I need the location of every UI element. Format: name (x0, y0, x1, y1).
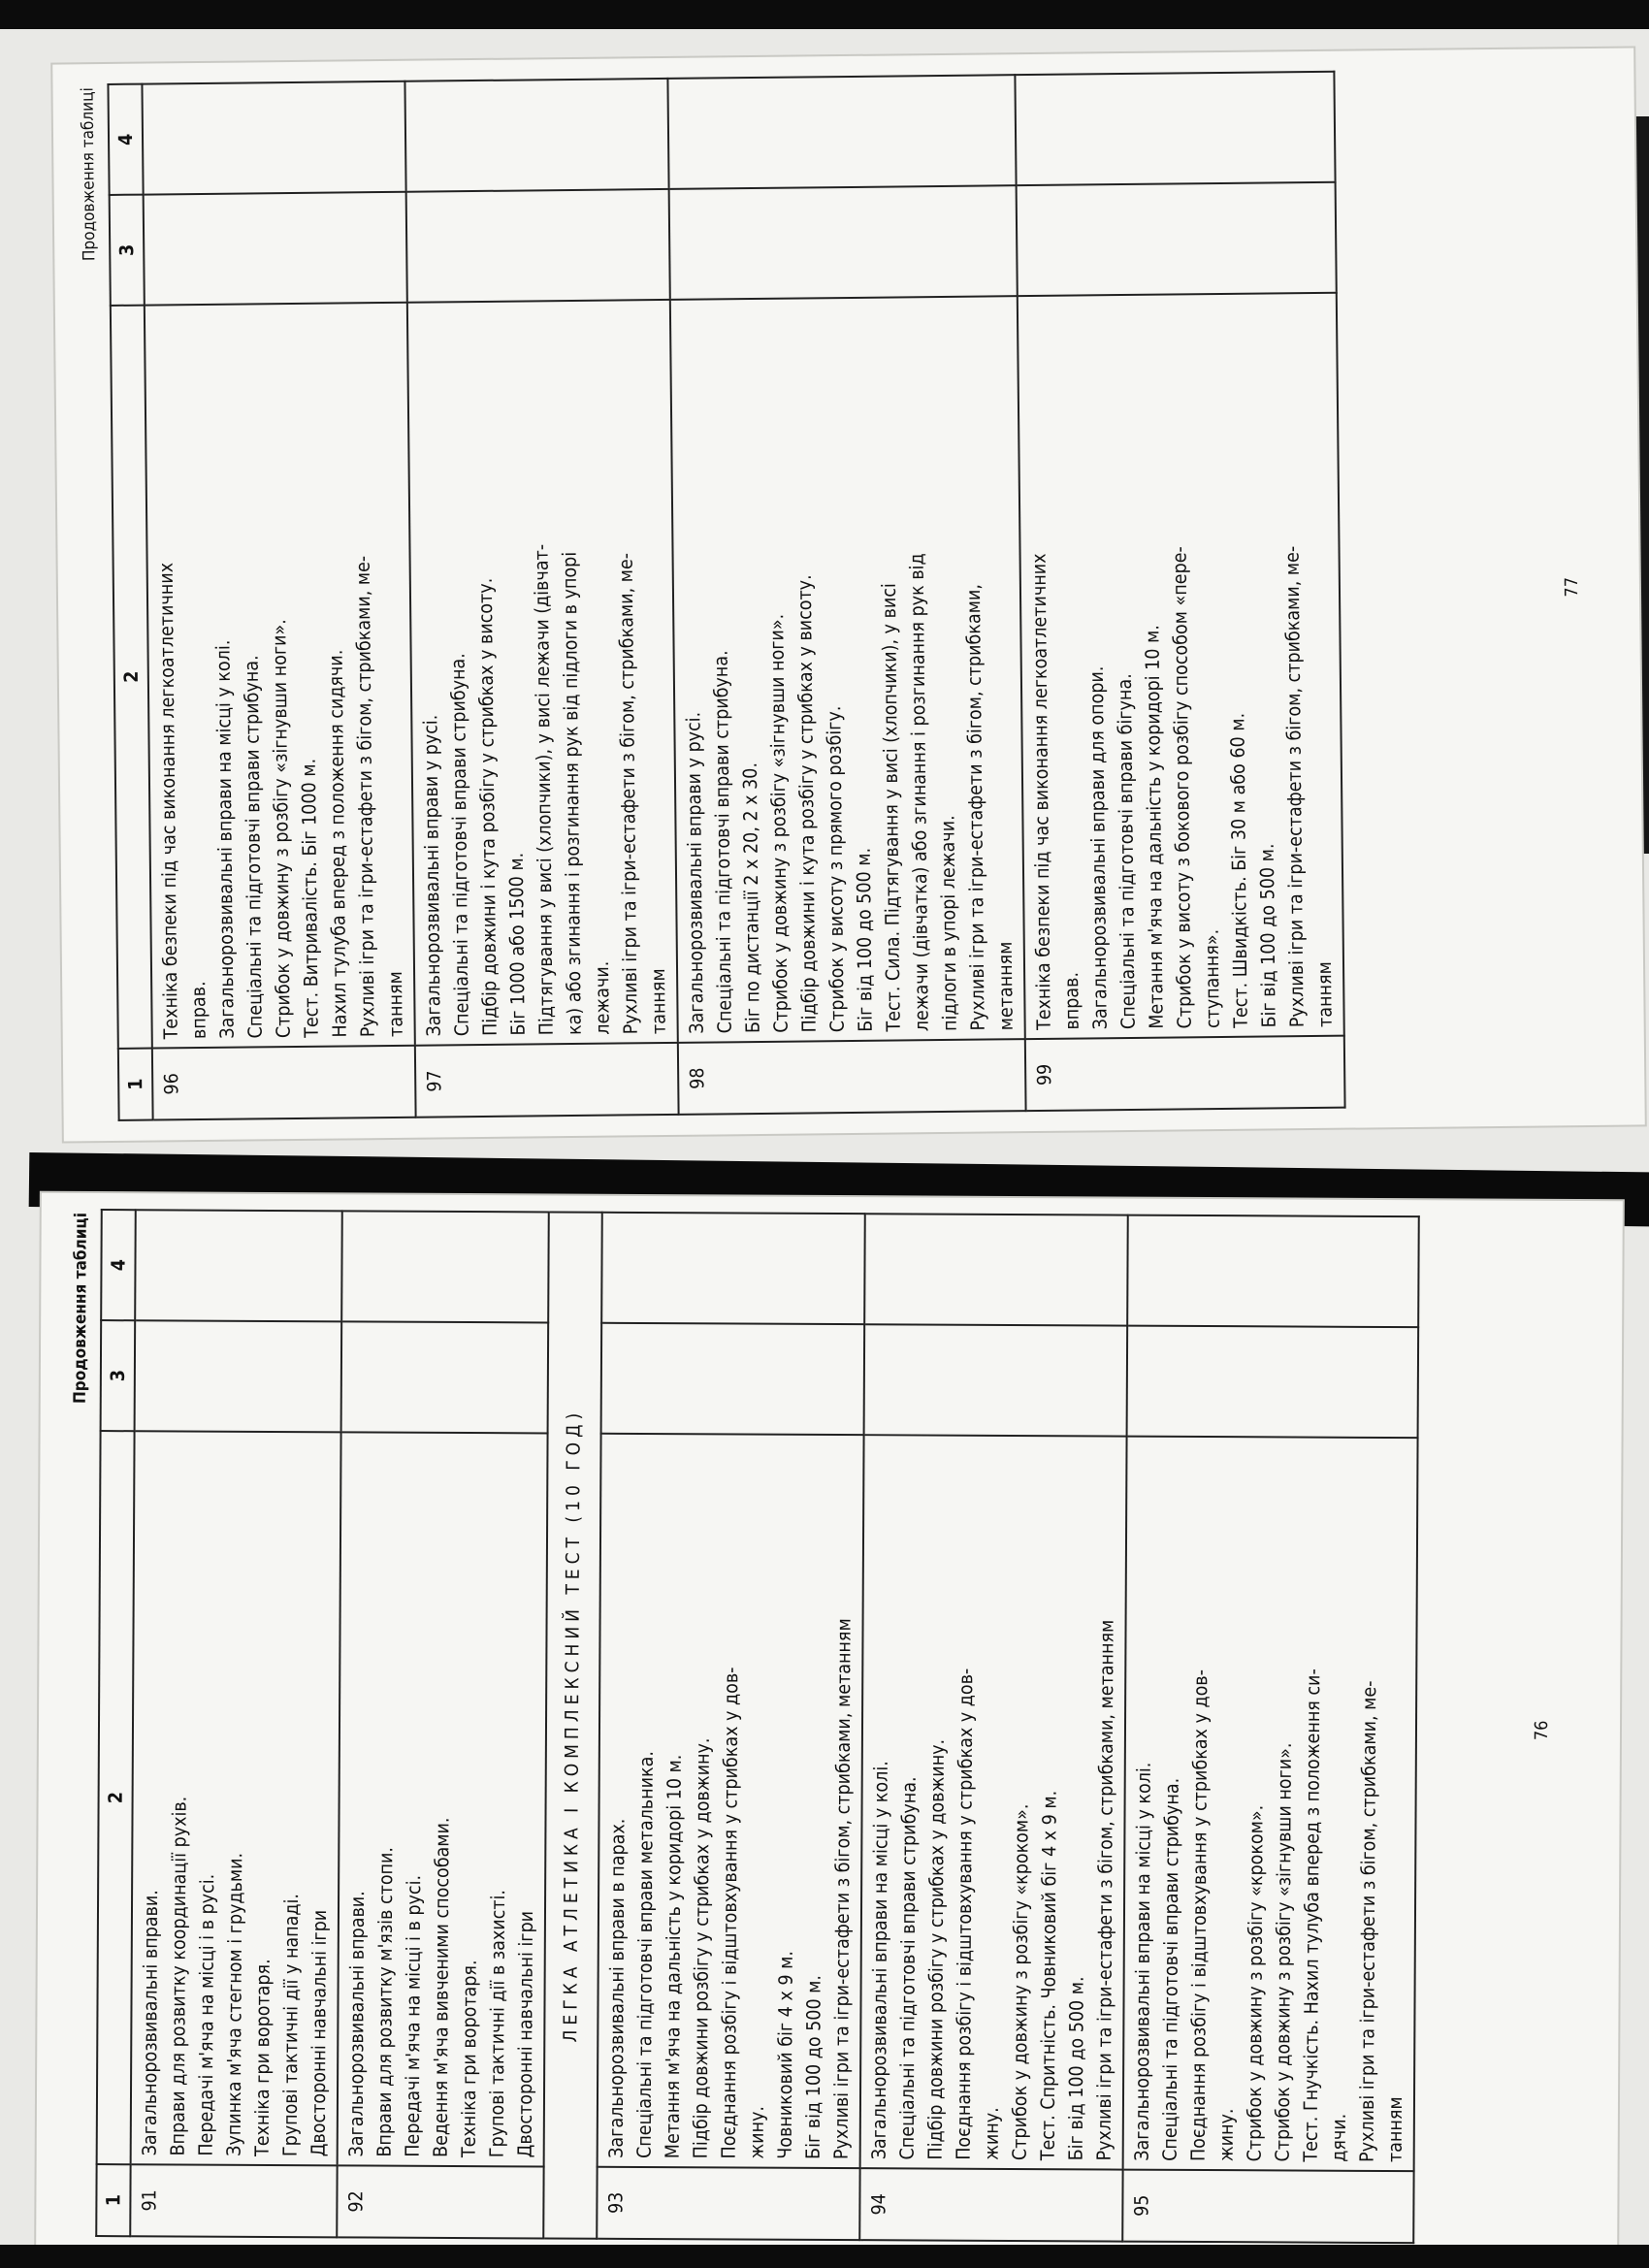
content-line: танням (1383, 2096, 1407, 2163)
page-77-content (72, 68, 1625, 1122)
table-row (1122, 1215, 1419, 2244)
empty-cell (1017, 182, 1337, 296)
content-line: Біг від 100 до 500 м. (1255, 843, 1280, 1028)
lesson-number: 93 (597, 2167, 859, 2240)
lesson-content (338, 1432, 548, 2166)
content-line: підлоги в упорі лежачи. (936, 815, 961, 1032)
content-line: Стрибок у висоту з бокового розбігу способом «пере- (1168, 546, 1196, 1029)
col-header: 4 (108, 84, 143, 195)
content-line: дячи. (1327, 2113, 1350, 2162)
lesson-number: 96 (152, 1046, 416, 1120)
content-line: Тест. Швидкість. Біг 30 м або 60 м. (1226, 712, 1252, 1028)
empty-cell (341, 1211, 549, 1322)
page-76-content (60, 1209, 1599, 2245)
content-line: Поєднання розбігу і відштовхування у стрибках у дов- (717, 1667, 743, 2159)
content-line: Загальнорозвивальні вправи для опори. (1084, 665, 1112, 1030)
table-row (597, 1213, 865, 2240)
col-header: 3 (101, 1320, 136, 1431)
content-line: Спеціальні та підготовчі вправи стрибуна. (446, 653, 473, 1037)
scan-edge-top (0, 0, 1649, 29)
lesson-content (598, 1434, 864, 2168)
content-line: Біг по дистанції 2 х 20, 2 х 30. (738, 761, 764, 1034)
content-line: Рухливі ігри та ігри-естафети з бігом, стрибками, метанням (829, 1618, 856, 2160)
content-line: Біг від 100 до 500 м. (1064, 1976, 1088, 2161)
empty-cell (135, 1210, 342, 1321)
content-line: Підбір довжини розбігу у стрибках у довжину. (923, 1738, 949, 2160)
table-row (404, 79, 678, 1118)
content-line: вправ. (187, 981, 210, 1040)
lesson-content (407, 300, 678, 1046)
lesson-table (107, 71, 1345, 1121)
content-line: Стрибок у довжину з розбігу «кроком». (1008, 1803, 1033, 2161)
content-line: Загальнорозвивальні вправи. (344, 1891, 370, 2157)
content-line: Човниковий біг 4 х 9 м. (773, 1951, 797, 2159)
continuation-label: Продовження таблиці (78, 87, 100, 262)
content-line: Вправи для розвитку м'язів стопи. (372, 1846, 398, 2157)
content-line: Загальнорозвивальні вправи у русі. (419, 714, 445, 1037)
content-line: лежачи (дівчатка) або згинання і розгинання рук від (905, 553, 933, 1032)
lesson-number: 91 (130, 2164, 337, 2237)
empty-cell (667, 75, 1016, 189)
content-line: Рухливі ігри та ігри-естафети з бігом, стрибками, ме- (1355, 1680, 1381, 2162)
content-line: Групові тактичні дії в захисті. (485, 1889, 510, 2158)
content-line: Спеціальні та підготовчі вправи метальника. (632, 1750, 658, 2159)
content-line: ступання». (1200, 928, 1224, 1029)
content-line: лежачи. (590, 960, 614, 1035)
lesson-content (131, 1431, 341, 2165)
content-line: Тест. Витривалість. Біг 1000 м. (297, 758, 323, 1038)
content-line: Спеціальні та підготовчі вправи стрибуна. (709, 650, 736, 1034)
empty-cell (341, 1321, 549, 1433)
content-line: Біг 1000 або 1500 м. (504, 852, 530, 1036)
content-line: Групові тактичні дії у нападі. (278, 1893, 304, 2157)
content-line: Техніка безпеки під час виконання легкоатлетичних (154, 562, 182, 1040)
lesson-number: 99 (1025, 1036, 1345, 1111)
content-line: метанням (993, 941, 1018, 1031)
content-line: Поєднання розбігу і відштовхування у стрибках у дов- (952, 1668, 978, 2160)
lesson-number: 97 (415, 1043, 679, 1118)
content-line: Зупинка м'яча стегном і грудьми. (222, 1852, 247, 2156)
empty-cell (1127, 1326, 1419, 1439)
content-line: танням (647, 968, 670, 1035)
empty-cell (601, 1323, 865, 1435)
content-line: Стрибок у довжину з розбігу «зігнувши ноги». (765, 613, 792, 1033)
content-line: жину. (1214, 2108, 1238, 2162)
content-line: Рухливі ігри та ігри-естафети з бігом, стрибками, метанням (1092, 1619, 1118, 2161)
table-row (1015, 72, 1344, 1111)
content-line: Метання м'яча на дальність у коридорі 10 м. (661, 1754, 686, 2159)
lesson-number: 94 (859, 2168, 1122, 2241)
content-line: жину. (980, 2107, 1003, 2160)
table-row (142, 81, 415, 1120)
content-line: Двосторонні навчальні ігри (513, 1910, 538, 2158)
table-row (859, 1214, 1128, 2241)
content-line: Двосторонні навчальні ігри (307, 1909, 332, 2157)
empty-cell (864, 1324, 1128, 1436)
lesson-content (1123, 1437, 1418, 2172)
content-line: танням (1312, 961, 1337, 1028)
content-line: Техніка гри воротаря. (457, 1960, 481, 2158)
empty-cell (601, 1213, 865, 1324)
content-line: Техніка гри воротаря. (250, 1959, 275, 2157)
lesson-content (1018, 293, 1344, 1039)
scan-edge-bottom (0, 2245, 1649, 2268)
lesson-number: 95 (1122, 2170, 1413, 2244)
table-row (337, 1211, 549, 2238)
content-line: Передачі м'яча на місці і в русі. (194, 1873, 219, 2156)
content-line: Метання м'яча на дальність у коридорі 10 м. (1141, 625, 1168, 1029)
content-line: Рухливі ігри та ігри-естафети з бігом, стрибками, (961, 584, 989, 1031)
page-number: 77 (1561, 576, 1583, 598)
table-body (142, 72, 1344, 1120)
content-line: вправ. (1060, 971, 1083, 1030)
col-header: 1 (96, 2164, 130, 2236)
empty-cell (669, 185, 1018, 300)
content-line: Загальнорозвивальні вправи у русі. (682, 711, 708, 1034)
content-line: Тест. Сила. Підтягування у висі (хлопчики), у висі (877, 583, 905, 1032)
lesson-content (145, 303, 415, 1049)
content-line: Стрибок у довжину з розбігу «кроком». (1243, 1804, 1268, 2162)
content-line: Рухливі ігри та ігри-естафети з бігом, стрибками, ме- (351, 555, 379, 1038)
empty-cell (864, 1214, 1128, 1325)
empty-cell (1015, 72, 1335, 185)
content-line: Підтягування у висі (хлопчики), у висі лежачи (дівчат- (530, 543, 558, 1036)
table-row (667, 75, 1025, 1115)
content-line: Тест. Спритність. Човниковий біг 4 х 9 м. (1036, 1790, 1061, 2161)
continuation-label: Продовження таблиці (70, 1212, 91, 1405)
section-row (543, 1212, 602, 2238)
content-line: Біг від 100 до 500 м. (801, 1974, 825, 2159)
content-line: ка) або згинання і розгинання рук від підлоги в упорі (558, 551, 586, 1036)
section-title: ЛЕГКА АТЛЕТИКА І КОМПЛЕКСНИЙ ТЕСТ (10 ГОД) (543, 1212, 602, 2238)
content-line: Техніка безпеки під час виконання легкоатлетичних (1027, 553, 1055, 1031)
content-line: Біг від 100 до 500 м. (852, 847, 877, 1032)
content-line: Рухливі ігри та ігри-естафети з бігом, стрибками, ме- (614, 552, 642, 1035)
col-header: 3 (110, 195, 145, 306)
empty-cell (406, 189, 670, 303)
col-header: 2 (111, 306, 152, 1049)
content-line: Загальнорозвивальні вправи на місці у колі. (211, 639, 239, 1039)
content-line: Тест. Гнучкість. Нахил тулуба вперед з положення си- (1299, 1669, 1325, 2162)
empty-cell (135, 1320, 342, 1432)
lesson-number: 98 (678, 1039, 1026, 1115)
content-line: Спеціальні та підготовчі вправи стрибуна. (895, 1776, 921, 2160)
content-line: Рухливі ігри та ігри-естафети з бігом, стрибками, ме- (1280, 545, 1309, 1028)
empty-cell (1127, 1215, 1419, 1328)
empty-cell (144, 192, 407, 306)
empty-cell (404, 79, 668, 192)
page-77 (52, 48, 1645, 1141)
col-header: 2 (97, 1431, 135, 2164)
table-body (130, 1210, 1419, 2243)
table-row (130, 1210, 342, 2237)
content-line: Стрибок у довжину з розбігу «зігнувши ноги». (1271, 1742, 1296, 2162)
empty-cell (142, 81, 405, 195)
page-number: 76 (1531, 1720, 1553, 1741)
content-line: Ведення м'яча вивченими способами. (429, 1817, 454, 2157)
content-line: Підбір довжини і кута розбігу у стрибках у висоту. (792, 574, 821, 1033)
lesson-content (670, 296, 1025, 1043)
lesson-content (860, 1435, 1127, 2169)
content-line: Стрибок у висоту з прямого розбігу. (823, 705, 849, 1033)
content-line: Стрибок у довжину з розбігу «зігнувши ноги». (268, 619, 295, 1039)
page-76 (36, 1193, 1623, 2261)
col-header: 1 (118, 1049, 153, 1120)
col-header: 4 (101, 1210, 136, 1320)
content-line: Передачі м'яча на місці і в русі. (401, 1874, 426, 2157)
lesson-number: 92 (337, 2165, 543, 2238)
content-line: танням (384, 971, 407, 1038)
content-line: Підбір довжини і кута розбігу у стрибках у висоту. (473, 577, 501, 1037)
content-line: Нахил тулуба вперед з положення сидячи. (324, 649, 351, 1038)
content-line: Спеціальні та підготовчі вправи стрибуна. (1158, 1777, 1183, 2161)
content-line: Загальнорозвивальні вправи на місці у колі. (867, 1761, 892, 2160)
content-line: Вправи для розвитку координації рухів. (166, 1796, 191, 2156)
content-line: Підбір довжини розбігу у стрибках у довжину. (689, 1737, 714, 2159)
content-line: жину. (745, 2105, 768, 2159)
content-line: Загальнорозвивальні вправи на місці у колі. (1130, 1762, 1155, 2161)
content-line: Спеціальні та підготовчі вправи бігуна. (1113, 673, 1140, 1030)
content-line: Поєднання розбігу і відштовхування у стрибках у дов- (1186, 1669, 1212, 2162)
content-line: Загальнорозвивальні вправи. (138, 1890, 163, 2156)
content-line: Спеціальні та підготовчі вправи стрибуна. (240, 655, 267, 1039)
table-header-row (96, 1210, 136, 2236)
lesson-table (95, 1209, 1420, 2244)
content-line: Загальнорозвивальні вправи в парах. (604, 1818, 630, 2158)
